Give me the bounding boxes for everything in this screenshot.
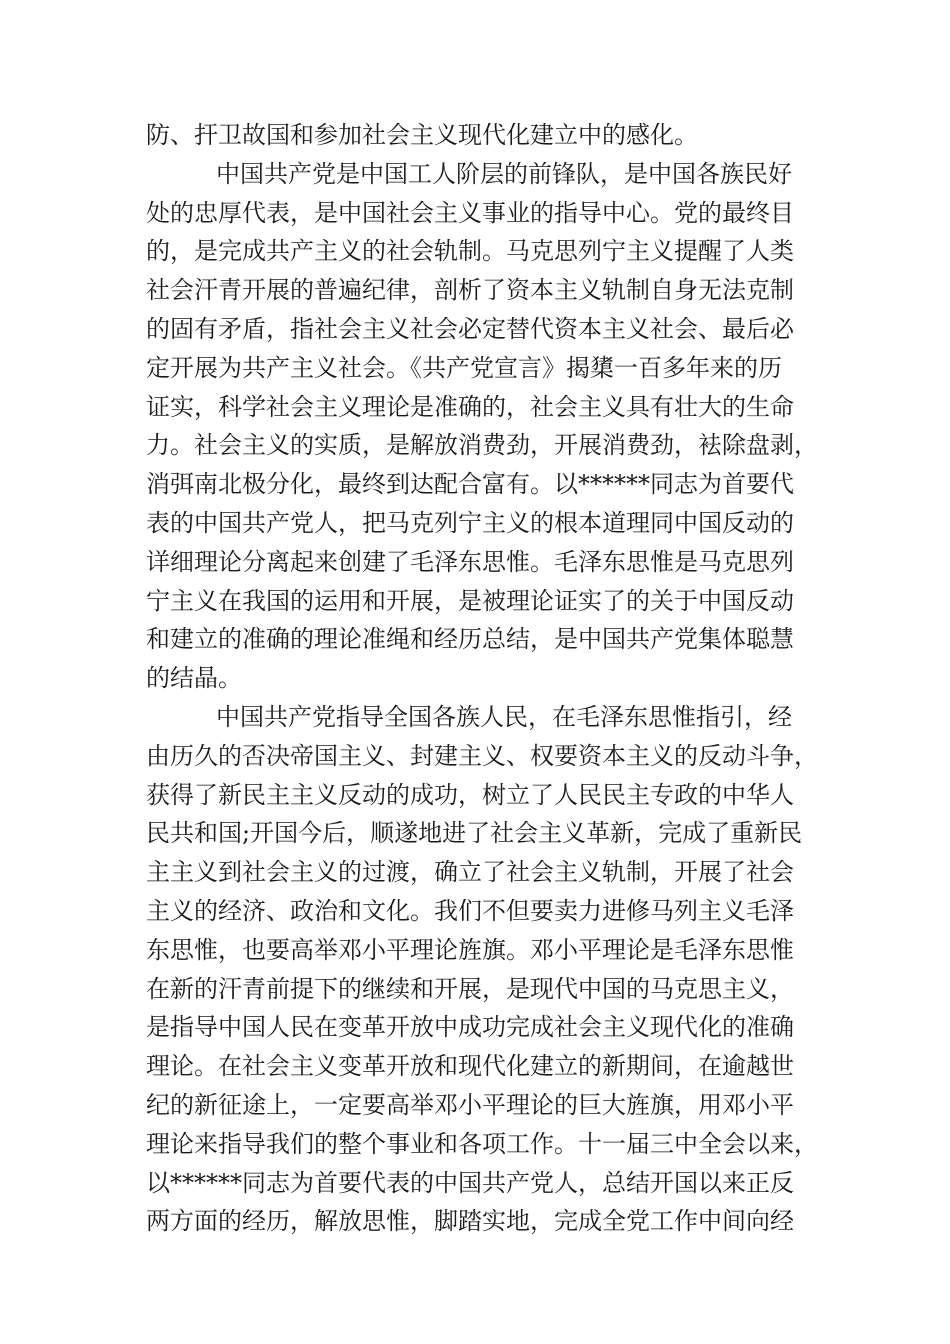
- text-line: 的结晶。: [146, 664, 242, 693]
- text-line: 两方面的经历，解放思惟，脚踏实地，完成全党工作中间向经: [146, 1207, 794, 1236]
- text-line: 社会汗青开展的普遍纪律，剖析了资本主义轨制自身无法克制: [146, 276, 794, 305]
- paragraph-start-line: 中国共产党指导全国各族人民，在毛泽东思惟指引，经: [216, 702, 792, 731]
- paragraph-start-line: 中国共产党是中国工人阶层的前锋队，是中国各族民好: [216, 159, 792, 188]
- text-line: 理论。在社会主义变革开放和现代化建立的新期间，在逾越世: [146, 1052, 794, 1081]
- text-line: 力。社会主义的实质，是解放消费劲，开展消费劲，袪除盘剥，: [146, 431, 818, 460]
- body-text: [146, 116, 818, 1241]
- text-line: 处的忠厚代表，是中国社会主义事业的指导中心。党的最终目: [146, 198, 794, 227]
- text-line: 定开展为共产主义社会。《共产党宣言》揭橥一百多年来的历: [146, 353, 782, 382]
- text-line: 理论来指导我们的整个事业和各项工作。十一届三中全会以来，: [146, 1129, 818, 1158]
- text-line: 由历久的否决帝国主义、封建主义、权要资本主义的反动斗争，: [146, 741, 818, 770]
- text-line: 民共和国;开国今后，顺遂地进了社会主义革新，完成了重新民: [146, 819, 803, 848]
- text-line: 的，是完成共产主义的社会轨制。马克思列宁主义提醒了人类: [146, 237, 794, 266]
- text-line: 防、扞卫故国和参加社会主义现代化建立中的感化。: [146, 121, 698, 149]
- text-line: 在新的汗青前提下的继续和开展，是现代中国的马克思主义，: [146, 974, 794, 1003]
- text-line: 表的中国共产党人，把马克列宁主义的根本道理同中国反动的: [146, 508, 794, 537]
- text-line: 详细理论分离起来创建了毛泽东思惟。毛泽东思惟是马克思列: [146, 547, 794, 576]
- text-line: 消弭南北极分化，最终到达配合富有。以******同志为首要代: [146, 470, 794, 499]
- text-line: 纪的新征途上，一定要高举邓小平理论的巨大旌旗，用邓小平: [146, 1090, 794, 1119]
- text-line: 以******同志为首要代表的中国共产党人，总结开国以来正反: [146, 1168, 794, 1197]
- text-line: 证实，科学社会主义理论是准确的，社会主义具有壮大的生命: [146, 392, 794, 421]
- text-line: 的固有矛盾，指社会主义社会必定替代资本主义社会、最后必: [146, 314, 794, 343]
- text-line: 主义的经济、政治和文化。我们不但要卖力进修马列主义毛泽: [146, 896, 794, 925]
- text-line: 和建立的准确的理论准绳和经历总结，是中国共产党集体聪慧: [146, 625, 794, 654]
- text-line: 是指导中国人民在变革开放中成功完成社会主义现代化的准确: [146, 1013, 794, 1042]
- text-line: 主主义到社会主义的过渡，确立了社会主义轨制，开展了社会: [146, 858, 794, 887]
- text-line: 获得了新民主主义反动的成功，树立了人民民主专政的中华人: [146, 780, 794, 809]
- text-line: 东思惟，也要高举邓小平理论旌旗。邓小平理论是毛泽东思惟: [146, 935, 794, 964]
- text-line: 宁主义在我国的运用和开展，是被理论证实了的关于中国反动: [146, 586, 794, 615]
